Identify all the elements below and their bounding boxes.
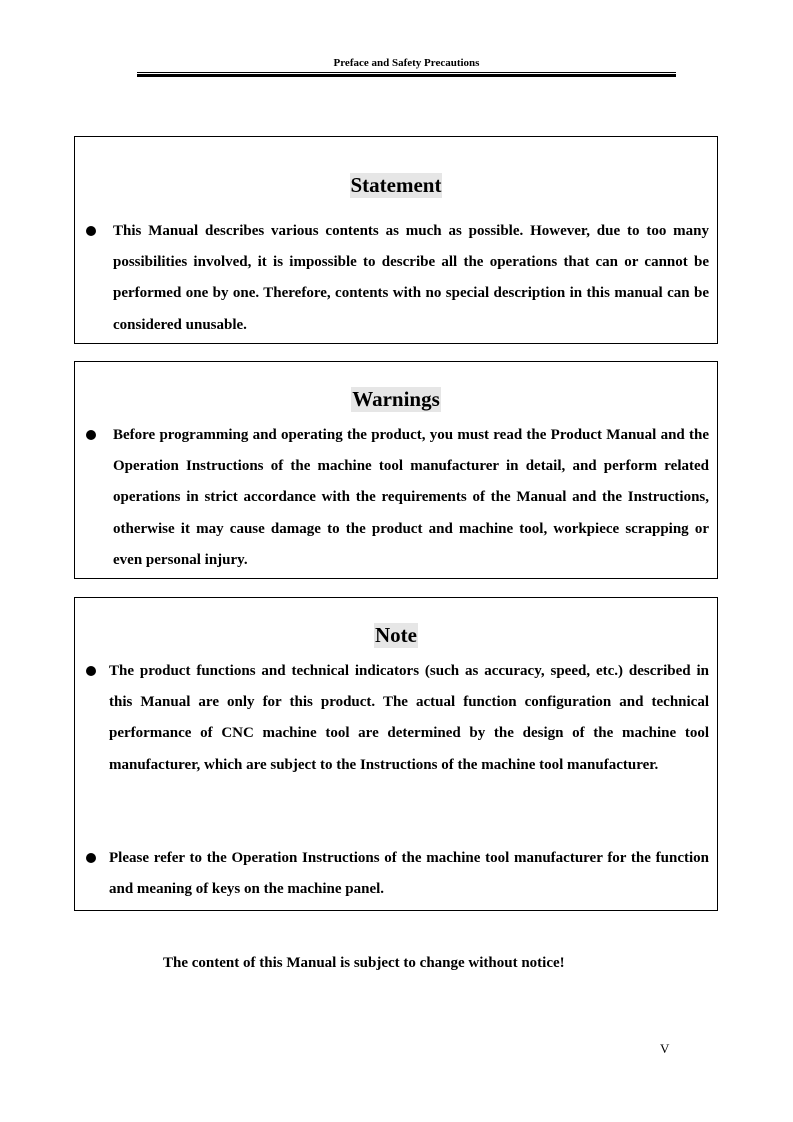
bullet-icon: [86, 430, 96, 440]
statement-text: This Manual describes various contents as much as possible. However, due to too many possibilities involved, it is impossible to describe all the operations that can or cannot be performed one by one. Therefore, contents with no special description in this manual can be considered unusable.: [113, 223, 709, 333]
header-rule: [137, 72, 676, 73]
page-number: V: [660, 1041, 670, 1056]
note-title: Note: [375, 623, 417, 647]
warnings-heading: [75, 387, 717, 412]
warnings-text: Before programming and operating the product, you must read the Product Manual and the Operation Instructions of the machine tool manufacturer in detail, and perform related operations in strict accordance with the requirements of the Manual and the Instructions, otherwise it may cause damage to the product and machine tool, workpiece scrapping or even personal injury.: [113, 427, 709, 568]
bullet-icon: [86, 853, 96, 863]
bullet-icon: [86, 226, 96, 236]
statement-box: [74, 136, 718, 344]
note-heading: [75, 623, 717, 648]
bullet-icon: [86, 666, 96, 676]
running-header: Preface and Safety Precautions: [333, 57, 480, 69]
closing-notice: The content of this Manual is subject to change without notice!: [163, 955, 565, 971]
header-rule-thick: [137, 74, 676, 77]
statement-heading: [75, 173, 717, 198]
note-item: The product functions and technical indicators (such as accuracy, speed, etc.) described in this Manual are only for this product. The actual function configuration and technical performance of CNC machine tool are determined by the design of the machine tool manufacturer, which are subject to the Instructions of the machine tool manufacturer.: [109, 663, 709, 773]
warnings-box: [74, 361, 718, 579]
statement-title: Statement: [350, 173, 442, 197]
note-box: [74, 597, 718, 911]
warnings-title: Warnings: [352, 387, 440, 411]
note-item: Please refer to the Operation Instructions of the machine tool manufacturer for the function and meaning of keys on the machine panel.: [109, 850, 709, 898]
